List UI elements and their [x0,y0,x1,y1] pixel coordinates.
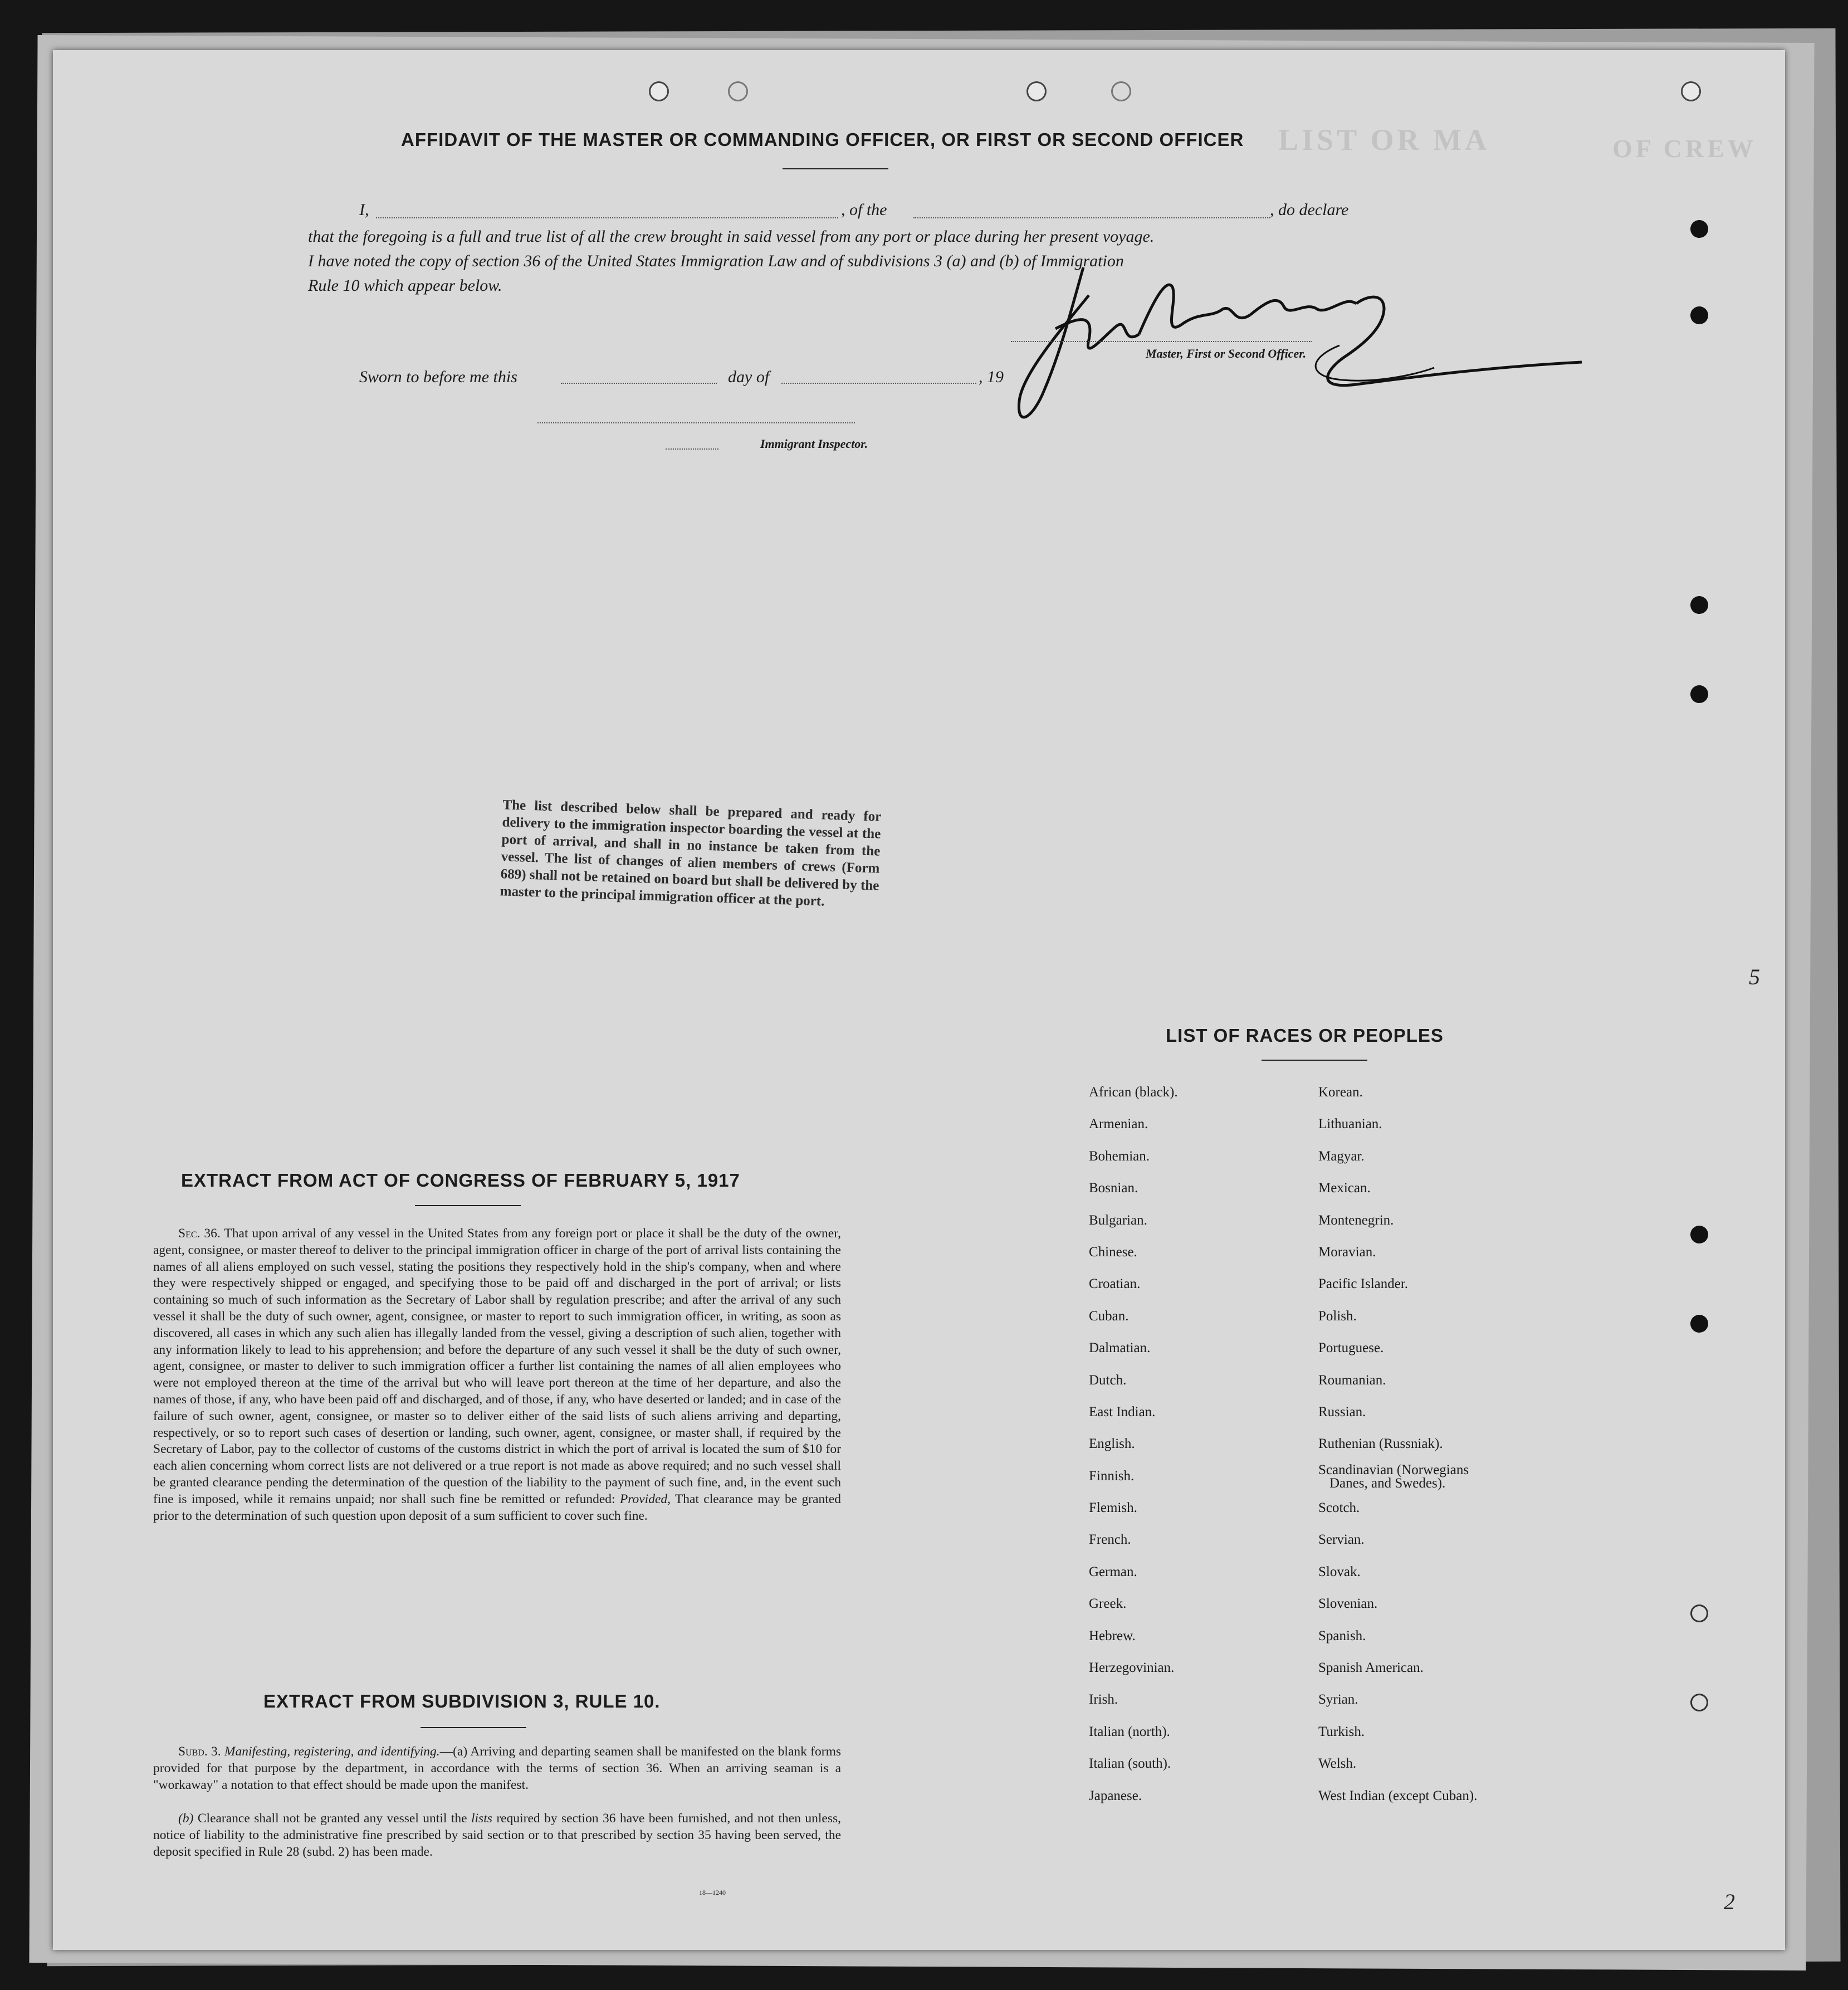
races-right-column [1318,1076,1477,1812]
race-item-line: Scandinavian (Norwegians [1318,1462,1469,1477]
binding-hole [1690,1226,1708,1243]
subd-label: Subd. 3. [178,1744,221,1759]
day-of-label: day of [728,368,770,386]
race-item: Welsh. [1318,1756,1357,1772]
race-item: Korean. [1318,1085,1363,1100]
title-rule [415,1205,521,1206]
master-label: Master, First or Second Officer. [1146,347,1307,360]
race-item: Pacific Islander. [1318,1276,1409,1292]
bleed-through-text: OF CREW [1612,134,1757,163]
title-rule [421,1727,526,1728]
bleed-through-text: LIST OR MA [1278,123,1490,157]
affidavit-i-label: I, [359,201,369,219]
race-item: Greek. [1089,1596,1127,1612]
rule-para-a [153,1744,841,1793]
race-item: Herzegovinian. [1089,1660,1175,1676]
race-item: Spanish American. [1318,1660,1424,1676]
race-item: English. [1089,1436,1135,1452]
binding-hole [1690,1694,1708,1711]
binding-hole [1690,220,1708,238]
race-item: Turkish. [1318,1724,1365,1739]
binding-hole [1690,596,1708,614]
race-item: Armenian. [1089,1116,1148,1132]
punch-hole [649,81,669,101]
race-item: Dutch. [1089,1372,1127,1388]
race-item: French. [1089,1532,1131,1548]
extract-rule-title: EXTRACT FROM SUBDIVISION 3, RULE 10. [263,1691,661,1711]
race-item: Roumanian. [1318,1372,1386,1388]
document-page [53,50,1785,1950]
race-item: East Indian. [1089,1404,1156,1420]
race-item: Russian. [1318,1404,1366,1420]
section-body: That upon arrival of any vessel in the United States from any foreign port or place it shall be the duty of the owner, agent, consignee, or master thereof to deliver to the principal immigration officer in charge of the port of arrival lists containing the names of all aliens employed on such vessel, stating the positions they respectively hold in the ship's company, when and where they were respectively shipped or engaged, and specifying those to be paid off and discharged in the port of arrival; or lists containing so much of such information as the Secretary of Labor shall by regulation prescribe; and after the arrival of any such vessel it shall be the duty of such owner, agent, consignee, or master to report to such immigration officer, in writing, as soon as discovered, all cases in which any such alien has illegally landed from the vessel, giving a description of such alien, together with any information likely to lead to his apprehension; and before the departure of any such vessel it shall be the duty of such owner, agent, consignee, or master to deliver to such immigration officer a further list containing the names of all alien employees who were not employed thereon at the time of the arrival but who will leave port thereon at the time of her departure, and also the names of those, if any, who have been paid off and discharged, and of those, if any, who have deserted or landed; and in case of the failure of such owner, agent, consignee, or master so to deliver either of the said lists of such aliens arriving and departing, respectively, or so to report such cases of desertion or landing, such owner, agent, consignee, or master shall, if required by the Secretary of Labor, pay to the collector of customs of the customs district in which the port of arrival is located the sum of $10 for each alien concerning whom correct lists are not delivered or a true report is not made as above required; and no such vessel shall be granted clearance pending the determination of the question of the liability to the payment of such fine, and, in the event such fine is imposed, while it remains unpaid; nor shall such fine be remitted or refunded: [153,1226,841,1506]
race-item: African (black). [1089,1085,1178,1100]
affidavit-declare-label: , do declare [1270,201,1349,219]
delivery-instructions-stamp: The list described below shall be prepared and ready for delivery to the immigration inspector boarding the vessel at the port of arrival, and shall in no instance be taken from the vessel. The list of changes of alien members of crews (Form 689) shall not be retained on board but shall be delivered by the master to the principal immigration officer at the port. [500,797,882,909]
race-item: Spanish. [1318,1628,1366,1643]
inspector-label: Immigrant Inspector. [760,437,868,451]
race-item: West Indian (except Cuban). [1318,1788,1478,1803]
race-item: Bohemian. [1089,1148,1150,1164]
race-item: Syrian. [1318,1692,1358,1708]
race-item: Slovenian. [1318,1596,1378,1612]
sworn-day-field[interactable] [561,383,717,384]
provided-label: Provided, [619,1491,671,1506]
race-item: Servian. [1318,1532,1365,1548]
affidavit-line: Rule 10 which appear below. [308,276,502,295]
subd-heading: Manifesting, registering, and identifying. [224,1744,440,1759]
binding-hole [1690,1604,1708,1622]
para-a-text: —(a) Arriving and departing seamen shall be manifested on the blank forms provided for that purpose by the department, in accordance with the terms of section 36. When an arriving seaman is a "workaway" a notation to that effect should be made upon the manifest. [153,1744,841,1792]
master-signature-line[interactable] [1011,341,1312,342]
title-rule [1262,1060,1367,1061]
vessel-field[interactable] [913,217,1270,218]
form-number: 18—1240 [699,1889,726,1896]
punch-hole [728,81,748,101]
race-item: Bulgarian. [1089,1212,1147,1228]
race-item: German. [1089,1564,1137,1579]
race-item: Magyar. [1318,1148,1365,1164]
race-item: Chinese. [1089,1244,1137,1260]
race-item: Irish. [1089,1692,1118,1708]
races-title: LIST OF RACES OR PEOPLES [1166,1025,1444,1046]
race-item: Japanese. [1089,1788,1142,1803]
section-36-text [153,1226,841,1524]
race-item: Croatian. [1089,1276,1141,1292]
races-left-column [1089,1076,1178,1812]
sworn-label: Sworn to before me this [359,368,517,386]
race-item: Italian (south). [1089,1756,1171,1772]
race-item: Portuguese. [1318,1340,1384,1356]
affidavit-of-the-label: , of the [841,201,887,219]
race-item: Lithuanian. [1318,1116,1382,1132]
para-b-label: (b) [178,1811,194,1826]
race-item-line: Danes, and Swedes). [1329,1475,1446,1491]
race-item: Mexican. [1318,1181,1371,1196]
para-b-pre: Clearance shall not be granted any vessel until the [197,1811,467,1826]
race-item: Scotch. [1318,1500,1360,1516]
binding-hole [1690,306,1708,324]
para-b-lists: lists [471,1811,492,1826]
race-item: Dalmatian. [1089,1340,1151,1356]
race-item: Flemish. [1089,1500,1137,1516]
rule-para-b [153,1811,841,1860]
name-field[interactable] [376,217,838,218]
punch-hole [1681,81,1701,101]
race-item: Montenegrin. [1318,1212,1394,1228]
binding-hole [1690,1315,1708,1333]
race-item: Italian (north). [1089,1724,1170,1739]
corner-mark: 2 [1724,1889,1735,1914]
binding-hole [1690,685,1708,703]
title-rule [783,168,888,169]
race-item: Bosnian. [1089,1181,1138,1196]
race-item: Hebrew. [1089,1628,1136,1643]
affidavit-line: I have noted the copy of section 36 of the United States Immigration Law and of subdivisions 3 (a) and (b) of Immigration [308,252,1124,270]
race-item: Moravian. [1318,1244,1376,1260]
race-item: Ruthenian (Russniak). [1318,1436,1443,1452]
para-b-post: required by section 36 have been furnished, and not then unless, notice of liability to the administrative fine prescribed by said section or to that prescribed by section 35 having been served, the deposit specified in Rule 28 (subd. 2) has been made. [153,1811,842,1859]
race-item [1318,1460,1477,1492]
section-label: Sec. 36. [178,1226,221,1241]
extract-act-title: EXTRACT FROM ACT OF CONGRESS OF FEBRUARY 5, 1917 [181,1170,740,1191]
inspector-signature-line[interactable] [537,422,855,423]
race-item: Finnish. [1089,1468,1135,1484]
race-item: Polish. [1318,1308,1357,1324]
inspector-dots [666,448,718,450]
circled-page-number: 5 [1749,964,1760,989]
affidavit-line: that the foregoing is a full and true list of all the crew brought in said vessel from any port or place during her present voyage. [308,227,1155,246]
sworn-month-field[interactable] [781,383,976,384]
affidavit-title: AFFIDAVIT OF THE MASTER OR COMMANDING OFFICER, OR FIRST OR SECOND OFFICER [401,129,1244,150]
race-item: Cuban. [1089,1308,1129,1324]
punch-hole [1026,81,1047,101]
provided-text: That clearance may be granted prior to the determination of such question upon deposit of a sum sufficient to cover such fine. [153,1491,842,1523]
year-label: , 19 [979,368,1004,386]
punch-hole [1111,81,1131,101]
race-item: Slovak. [1318,1564,1361,1579]
